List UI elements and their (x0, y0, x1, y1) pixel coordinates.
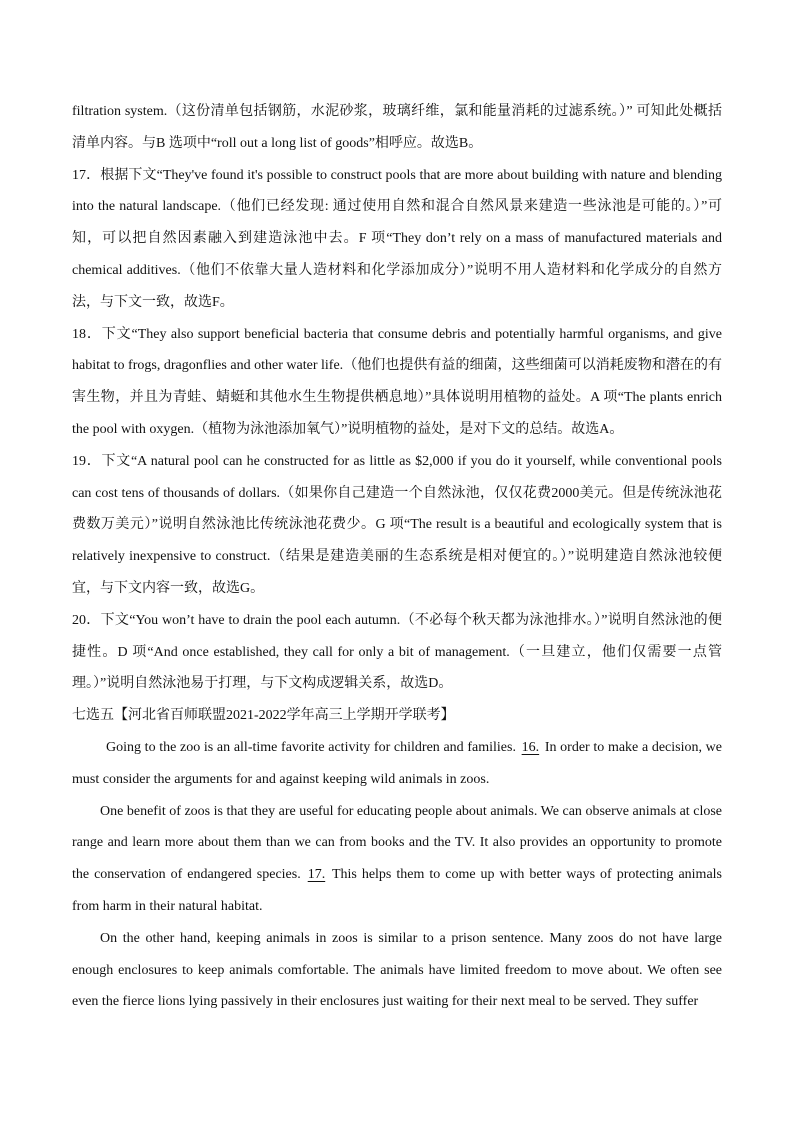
analysis-item-18: 18．下文“They also support beneficial bacteria that consume debris and potentially harmful organisms, and give habitat to frogs, dragonflies and other water life.（他们也提供有益的细菌，这些细菌可以消耗废物和潜在的有害生物，并且为青蛙、蜻蜓和其他水生生物提供栖息地）”具体说明用植物的益处。A 项“The plants enrich the pool with oxygen.（植物为泳池添加氧气）”说明植物的益处，是对下文的总结。故选A。 (72, 326, 722, 437)
passage-text: Going to the zoo is an all-time favorite activity for children and families. (106, 739, 520, 755)
analysis-item-20: 20．下文“You won’t have to drain the pool each autumn.（不必每个秋天都为泳池排水。）”说明自然泳池的便捷性。D 项“And once established, they call for only a bit of management.（一旦建立，他们仅需要一点管理。）”说明自然泳池易于打理，与下文构成逻辑关系，故选D。 (72, 612, 722, 692)
blank-17: 17. (307, 867, 326, 883)
passage-text: This helps them to come up with better ways of protecting animals from harm in their natural habitat. (72, 867, 722, 914)
analysis-paragraph-continued: filtration system.（这份清单包括钢筋，水泥砂浆，玻璃纤维，氯和能量消耗的过滤系统。）” 可知此处概括清单内容。与B 选项中“roll out a long list of goods”相呼应。故选B。 (72, 104, 722, 151)
passage-paragraph-3: On the other hand, keeping animals in zoos is similar to a prison sentence. Many zoos do not have large enough enclosures to keep animals comfortable. The animals have limited freedom to move about. We often see even the fierce lions lying passively in their enclosures just waiting for their next meal to be served. They suffer (72, 930, 722, 1010)
passage-text: One benefit of zoos is that they are useful for educating people about animals. We can observe animals at close range and learn more about them than we can from books and the TV. It also provides an opportunity to promote the conservation of endangered species. (72, 803, 722, 883)
passage-text: In order to make a decision, we must consider the arguments for and against keeping wild animals in zoos. (72, 739, 722, 787)
document-page (72, 96, 722, 1018)
blank-16: 16. (521, 739, 540, 755)
passage-paragraph-1 (72, 732, 722, 796)
passage-paragraph-2 (72, 796, 722, 923)
analysis-item-17: 17．根据下文“They've found it's possible to construct pools that are more about building with nature and blending into the natural landscape.（他们已经发现: 通过使用自然和混合自然风景来建造一些泳池是可能的。）”可知，可以把自然因素融入到建造泳池中去。F 项“They don’t rely on a mass of manufactured materials and chemical additives.（他们不依靠大量人造材料和化学添加成分）”说明不用人造材料和化学成分的自然方法，与下文一致，故选F。 (72, 167, 722, 310)
section-title: 七选五【河北省百师联盟2021-2022学年高三上学期开学联考】 (72, 708, 455, 724)
analysis-item-19: 19．下文“A natural pool can he constructed for as little as $2,000 if you do it yourself, while conventional pools can cost tens of thousands of dollars.（如果你自己建造一个自然泳池，仅仅花费2000美元。但是传统泳池花费数万美元）”说明自然泳池比传统泳池花费少。G 项“The result is a beautiful and ecologically system that is relatively inexpensive to construct.（结果是建造美丽的生态系统是相对便宜的。）”说明建造自然泳池较便宜，与下文内容一致，故选G。 (72, 453, 722, 596)
